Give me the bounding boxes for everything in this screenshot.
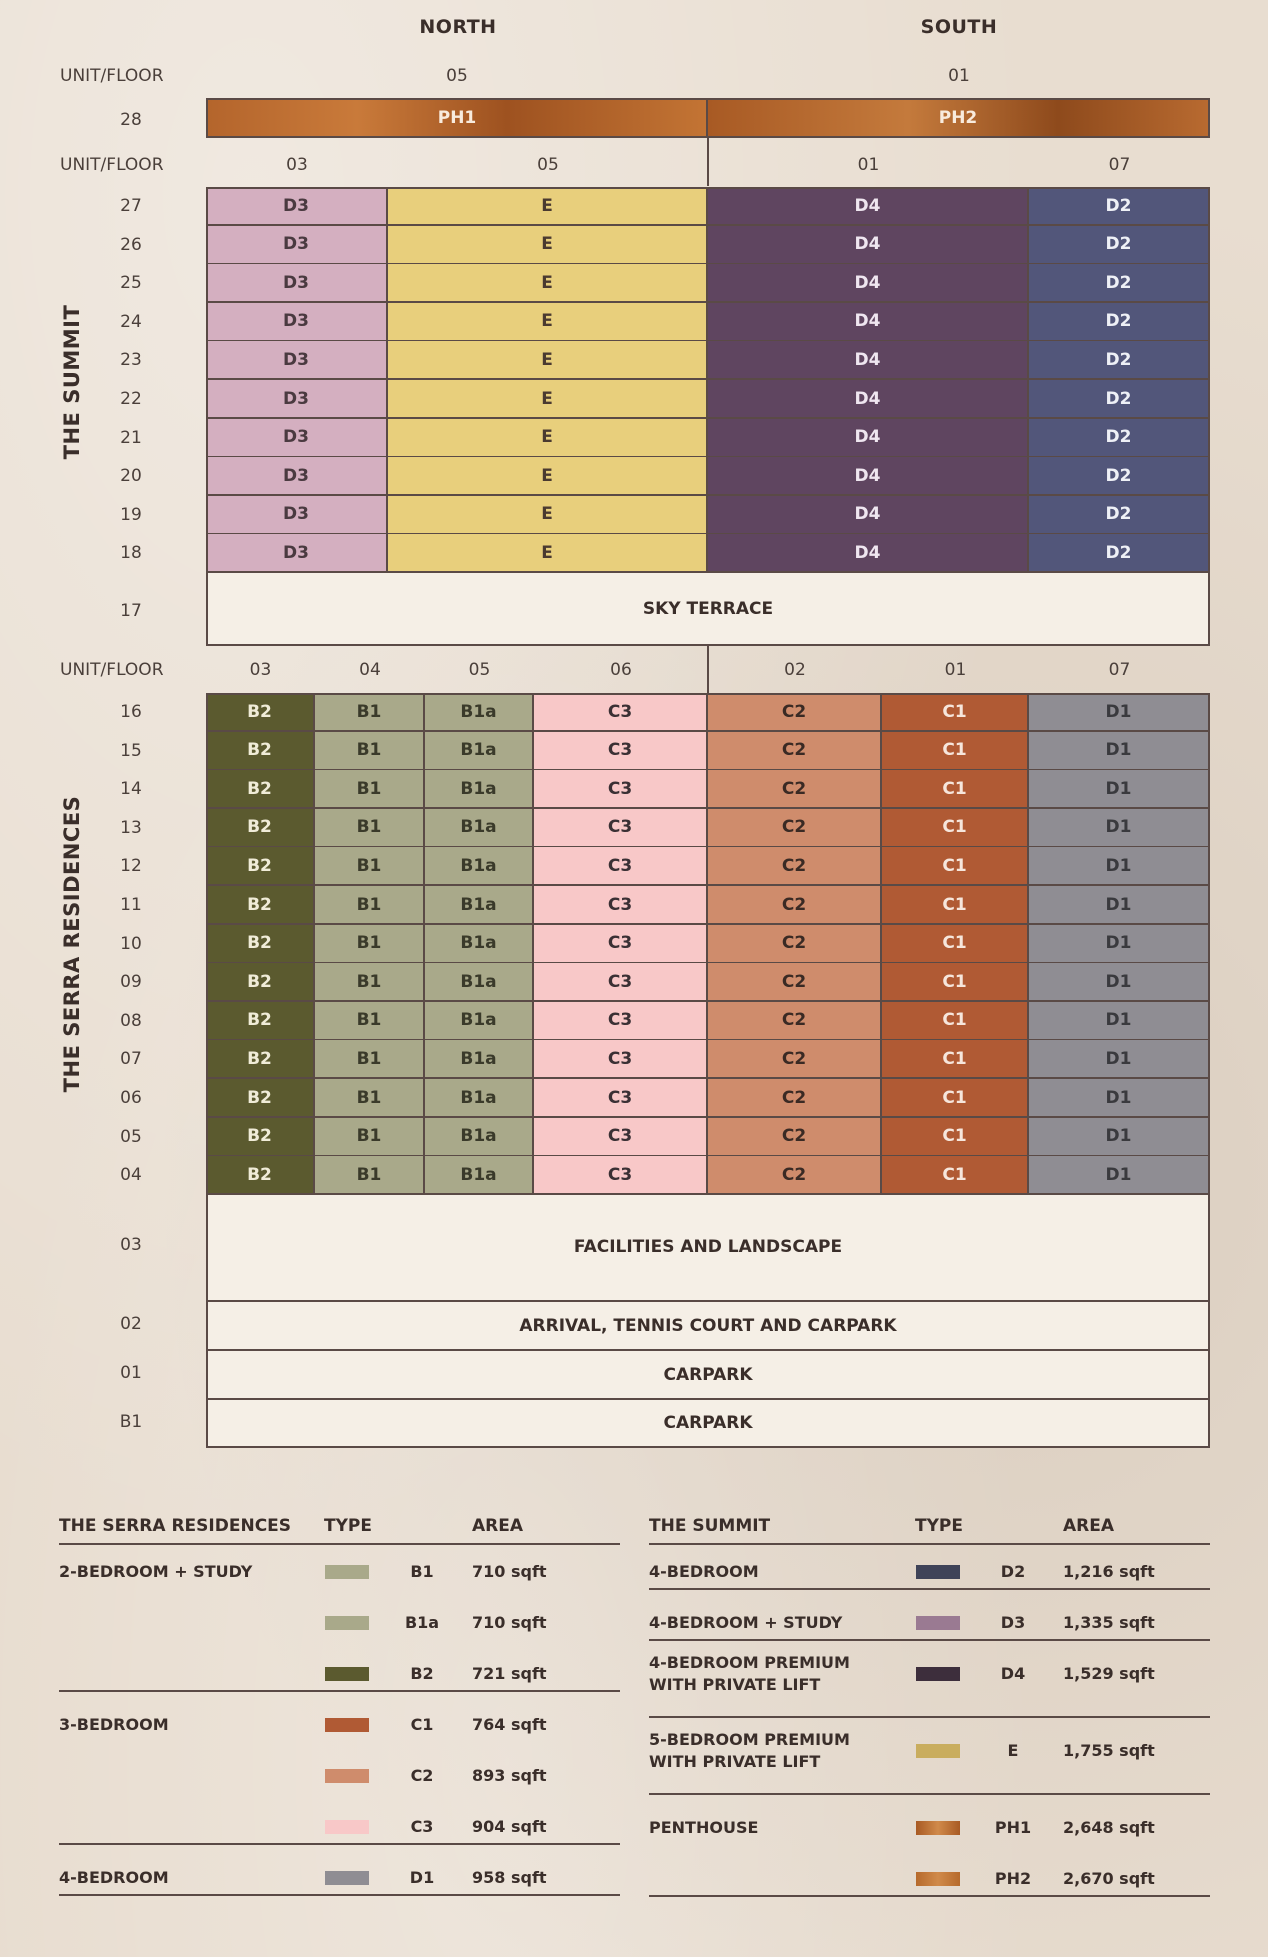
legend-swatch-ph2 bbox=[916, 1872, 960, 1886]
legend-swatch-d1 bbox=[325, 1871, 369, 1885]
legend-area-ph1: 2,648 sqft bbox=[1063, 1818, 1155, 1837]
serra-section-label: THE SERRA RESIDENCES bbox=[60, 795, 84, 1093]
summit-unit-cell: D3 bbox=[206, 187, 388, 226]
floor-label-25: 25 bbox=[120, 273, 142, 294]
serra-unit-cell: D1 bbox=[1029, 809, 1210, 848]
legend-area-d2: 1,216 sqft bbox=[1063, 1562, 1155, 1581]
legend-swatch-d2 bbox=[916, 1565, 960, 1579]
serra-unit-02: 02 bbox=[784, 660, 806, 680]
floor-label-23: 23 bbox=[120, 350, 142, 371]
serra-unit-cell: B1a bbox=[425, 1002, 534, 1041]
legend_right-legend-category: PENTHOUSE bbox=[649, 1818, 759, 1837]
serra-unit-cell: B1 bbox=[315, 925, 425, 964]
summit-unit-05: 05 bbox=[537, 155, 559, 175]
serra-unit-03: 03 bbox=[249, 660, 272, 680]
summit-unit-cell: D3 bbox=[206, 457, 388, 496]
serra-unit-cell: D1 bbox=[1029, 693, 1210, 732]
serra-unit-cell: B1a bbox=[425, 886, 534, 925]
serra-unit-cell: C1 bbox=[882, 1040, 1029, 1079]
serra-unit-cell: D1 bbox=[1029, 963, 1210, 1002]
legend-swatch-c1 bbox=[325, 1718, 369, 1732]
serra-unit-cell: C3 bbox=[534, 1118, 708, 1157]
serra-unit-cell: B1a bbox=[425, 770, 534, 809]
summit-unit-cell: E bbox=[388, 419, 708, 458]
serra-unit-cell: C2 bbox=[708, 1002, 882, 1041]
serra-unit-cell: C1 bbox=[882, 1079, 1029, 1118]
serra-unit-cell: D1 bbox=[1029, 1156, 1210, 1195]
legend-area-e: 1,755 sqft bbox=[1063, 1741, 1155, 1760]
floor-label-17: 17 bbox=[120, 601, 142, 621]
summit-unit-cell: D4 bbox=[708, 496, 1029, 535]
summit-unit-cell: D4 bbox=[708, 341, 1029, 380]
serra-unit-cell: C2 bbox=[708, 1040, 882, 1079]
legend_right-legend-type-header: TYPE bbox=[915, 1516, 963, 1536]
floor-label-09: 09 bbox=[120, 972, 142, 993]
serra-unit-cell: C2 bbox=[708, 847, 882, 886]
floor-label-22: 22 bbox=[120, 389, 142, 409]
legend-swatch-b1a bbox=[325, 1616, 369, 1630]
floor-label-12: 12 bbox=[120, 856, 142, 877]
serra-unit-cell: B2 bbox=[206, 925, 315, 964]
serra-unit-cell: D1 bbox=[1029, 1118, 1210, 1157]
floor-label-04: 04 bbox=[120, 1165, 142, 1186]
floor-label-15: 15 bbox=[120, 740, 142, 761]
serra-unit-cell: B2 bbox=[206, 1156, 315, 1195]
legend-code-b2: B2 bbox=[410, 1664, 434, 1683]
lower-floor-band: CARPARK bbox=[206, 1349, 1210, 1400]
legend_right-legend-category: 4-BEDROOM bbox=[649, 1562, 759, 1581]
penthouse-unit-05: 05 bbox=[446, 66, 468, 86]
summit-unit-cell: D4 bbox=[708, 419, 1029, 458]
serra-unit-cell: C3 bbox=[534, 693, 708, 732]
serra-unit-cell: C2 bbox=[708, 809, 882, 848]
floor-label-10: 10 bbox=[120, 933, 142, 954]
legend_right-legend-title: THE SUMMIT bbox=[649, 1516, 771, 1536]
serra-unit-cell: C3 bbox=[534, 925, 708, 964]
floor-label-05: 05 bbox=[120, 1126, 142, 1147]
serra-unit-cell: B1 bbox=[315, 1156, 425, 1195]
legend-swatch-c3 bbox=[325, 1820, 369, 1834]
summit-unit-cell: D2 bbox=[1029, 419, 1210, 458]
legend-code-e: E bbox=[1007, 1741, 1019, 1760]
legend-area-d1: 958 sqft bbox=[472, 1868, 547, 1887]
serra-unit-cell: B2 bbox=[206, 847, 315, 886]
serra-unit-cell: B1 bbox=[315, 770, 425, 809]
serra-unit-cell: B2 bbox=[206, 1079, 315, 1118]
serra-unit-cell: B1a bbox=[425, 809, 534, 848]
legend-divider bbox=[649, 1543, 1210, 1545]
serra-unit-cell: C3 bbox=[534, 963, 708, 1002]
legend-code-b1a: B1a bbox=[404, 1613, 440, 1632]
legend-code-d1: D1 bbox=[409, 1868, 435, 1887]
penthouse-cell-ph1: PH1 bbox=[206, 98, 708, 138]
summit-unit-cell: E bbox=[388, 496, 708, 535]
serra-unit-cell: C1 bbox=[882, 847, 1029, 886]
summit-unit-cell: D3 bbox=[206, 419, 388, 458]
serra-frame bbox=[206, 693, 1210, 1195]
lower-floor-band: FACILITIES AND LANDSCAPE bbox=[206, 1193, 1210, 1302]
legend_left-legend-category: 3-BEDROOM bbox=[59, 1715, 169, 1734]
serra-unit-cell: D1 bbox=[1029, 732, 1210, 771]
summit-unit-cell: D4 bbox=[708, 187, 1029, 226]
serra-unit-cell: B1a bbox=[425, 693, 534, 732]
lower-floor-band: ARRIVAL, TENNIS COURT AND CARPARK bbox=[206, 1300, 1210, 1351]
legend-divider bbox=[59, 1843, 620, 1845]
floor-label-01: 01 bbox=[120, 1362, 142, 1383]
legend-swatch-b1 bbox=[325, 1565, 369, 1579]
summit-unit-cell: E bbox=[388, 341, 708, 380]
floor-label-b1: B1 bbox=[119, 1412, 143, 1432]
summit-unit-cell: D2 bbox=[1029, 496, 1210, 535]
serra-unit-cell: C3 bbox=[534, 809, 708, 848]
summit-unit-cell: D3 bbox=[206, 496, 388, 535]
summit-unit-cell: D2 bbox=[1029, 264, 1210, 303]
summit-frame bbox=[206, 187, 1210, 573]
legend-code-d4: D4 bbox=[1000, 1664, 1026, 1683]
serra-unit-cell: D1 bbox=[1029, 886, 1210, 925]
serra-unit-cell: B2 bbox=[206, 1040, 315, 1079]
serra-unit-cell: C1 bbox=[882, 963, 1029, 1002]
north-header: NORTH bbox=[419, 16, 497, 38]
serra-unit-cell: C1 bbox=[882, 1156, 1029, 1195]
serra-unit-cell: D1 bbox=[1029, 1002, 1210, 1041]
serra-unit-cell: B1a bbox=[425, 1040, 534, 1079]
legend-divider bbox=[649, 1716, 1210, 1718]
summit-unit-cell: D4 bbox=[708, 226, 1029, 265]
serra-unit-cell: B1 bbox=[315, 1079, 425, 1118]
penthouse-unit-01: 01 bbox=[948, 66, 970, 86]
divider bbox=[707, 646, 709, 694]
summit-unit-cell: D4 bbox=[708, 534, 1029, 573]
floor-label-02: 02 bbox=[120, 1313, 142, 1334]
serra-unit-cell: B2 bbox=[206, 963, 315, 1002]
serra-unit-cell: B1 bbox=[315, 732, 425, 771]
summit-unit-07: 07 bbox=[1108, 155, 1131, 175]
legend_left-legend-category: 4-BEDROOM bbox=[59, 1868, 169, 1887]
serra-unit-cell: C1 bbox=[882, 732, 1029, 771]
summit-unit-cell: E bbox=[388, 380, 708, 419]
serra-unit-cell: C1 bbox=[882, 1002, 1029, 1041]
floor-label-14: 14 bbox=[120, 779, 142, 800]
legend-divider bbox=[59, 1894, 620, 1896]
summit-unit-cell: D2 bbox=[1029, 226, 1210, 265]
summit-unit-cell: D2 bbox=[1029, 303, 1210, 342]
summit-unit-cell: D3 bbox=[206, 534, 388, 573]
summit-unit-cell: D4 bbox=[708, 457, 1029, 496]
legend-code-d3: D3 bbox=[1000, 1613, 1026, 1632]
floor-label-24: 24 bbox=[120, 311, 142, 332]
summit-unit-cell: E bbox=[388, 226, 708, 265]
serra-unit-cell: B1a bbox=[425, 847, 534, 886]
serra-unit-cell: B1a bbox=[425, 1079, 534, 1118]
summit-unit-cell: E bbox=[388, 303, 708, 342]
serra-unit-04: 04 bbox=[359, 660, 381, 680]
serra-unit-cell: B2 bbox=[206, 809, 315, 848]
serra-unit-cell: B1a bbox=[425, 1156, 534, 1195]
serra-unit-cell: C1 bbox=[882, 925, 1029, 964]
serra-unit-07: 07 bbox=[1108, 660, 1131, 680]
serra-unit-cell: B1a bbox=[425, 1118, 534, 1157]
serra-unit-cell: B2 bbox=[206, 732, 315, 771]
serra-unit-cell: C3 bbox=[534, 770, 708, 809]
serra-unit-cell: C1 bbox=[882, 1118, 1029, 1157]
legend-area-d4: 1,529 sqft bbox=[1063, 1664, 1155, 1683]
unit-floor-label: UNIT/FLOOR bbox=[60, 660, 164, 680]
divider bbox=[707, 138, 709, 186]
legend-swatch-b2 bbox=[325, 1667, 369, 1681]
serra-unit-cell: C2 bbox=[708, 963, 882, 1002]
legend-divider bbox=[59, 1690, 620, 1692]
legend-swatch-d3 bbox=[916, 1616, 960, 1630]
summit-unit-cell: E bbox=[388, 264, 708, 303]
serra-unit-cell: C3 bbox=[534, 1002, 708, 1041]
legend-code-c1: C1 bbox=[410, 1715, 434, 1734]
unit-floor-label: UNIT/FLOOR bbox=[60, 155, 164, 175]
serra-unit-cell: C2 bbox=[708, 1118, 882, 1157]
legend-divider bbox=[59, 1543, 620, 1545]
legend-divider bbox=[649, 1588, 1210, 1590]
legend-divider bbox=[649, 1793, 1210, 1795]
serra-unit-cell: B1a bbox=[425, 732, 534, 771]
south-header: SOUTH bbox=[920, 16, 998, 38]
floor-label-11: 11 bbox=[120, 895, 142, 915]
summit-unit-cell: D2 bbox=[1029, 380, 1210, 419]
serra-unit-cell: C1 bbox=[882, 693, 1029, 732]
legend-area-b1a: 710 sqft bbox=[472, 1613, 547, 1632]
serra-unit-cell: D1 bbox=[1029, 770, 1210, 809]
serra-unit-cell: C2 bbox=[708, 886, 882, 925]
serra-unit-cell: B2 bbox=[206, 1118, 315, 1157]
serra-unit-cell: C2 bbox=[708, 1156, 882, 1195]
legend-code-d2: D2 bbox=[1000, 1562, 1026, 1581]
summit-unit-cell: D2 bbox=[1029, 457, 1210, 496]
summit-section-label: THE SUMMIT bbox=[60, 304, 84, 460]
floor-label-18: 18 bbox=[120, 543, 142, 564]
serra-unit-cell: B2 bbox=[206, 693, 315, 732]
legend_left-legend-title: THE SERRA RESIDENCES bbox=[59, 1516, 292, 1536]
summit-unit-cell: D3 bbox=[206, 226, 388, 265]
serra-unit-cell: C2 bbox=[708, 770, 882, 809]
legend-area-c3: 904 sqft bbox=[472, 1817, 547, 1836]
serra-unit-cell: B1 bbox=[315, 1118, 425, 1157]
floor-label-07: 07 bbox=[120, 1049, 142, 1070]
summit-unit-cell: D4 bbox=[708, 380, 1029, 419]
serra-unit-cell: C3 bbox=[534, 1156, 708, 1195]
serra-unit-cell: B2 bbox=[206, 1002, 315, 1041]
legend_right-legend-category: 5-BEDROOM PREMIUM WITH PRIVATE LIFT bbox=[649, 1730, 850, 1771]
legend_right-legend-category: 4-BEDROOM PREMIUM WITH PRIVATE LIFT bbox=[649, 1653, 850, 1694]
floor-label-16: 16 bbox=[120, 702, 142, 722]
floor-label-20: 20 bbox=[120, 466, 142, 487]
legend_left-legend-category: 2-BEDROOM + STUDY bbox=[59, 1562, 253, 1581]
serra-unit-cell: C3 bbox=[534, 847, 708, 886]
legend-swatch-ph1 bbox=[916, 1821, 960, 1835]
legend-code-ph1: PH1 bbox=[994, 1818, 1032, 1837]
summit-unit-cell: D3 bbox=[206, 264, 388, 303]
floor-label-03: 03 bbox=[120, 1235, 142, 1256]
serra-unit-cell: B1 bbox=[315, 693, 425, 732]
legend_right-legend-area-header: AREA bbox=[1063, 1516, 1115, 1536]
serra-unit-05: 05 bbox=[468, 660, 491, 680]
serra-unit-cell: B2 bbox=[206, 886, 315, 925]
legend_right-legend-category: 4-BEDROOM + STUDY bbox=[649, 1613, 843, 1632]
unit-floor-label: UNIT/FLOOR bbox=[60, 66, 164, 86]
legend-code-ph2: PH2 bbox=[994, 1869, 1032, 1888]
floor-label-26: 26 bbox=[120, 234, 142, 255]
summit-unit-cell: D4 bbox=[708, 264, 1029, 303]
sky-terrace-band: SKY TERRACE bbox=[206, 571, 1210, 646]
serra-unit-cell: B1 bbox=[315, 963, 425, 1002]
legend-code-b1: B1 bbox=[410, 1562, 434, 1581]
serra-unit-cell: D1 bbox=[1029, 925, 1210, 964]
legend-divider bbox=[649, 1639, 1210, 1641]
legend_left-legend-type-header: TYPE bbox=[324, 1516, 372, 1536]
legend-code-c2: C2 bbox=[410, 1766, 434, 1785]
legend-swatch-c2 bbox=[325, 1769, 369, 1783]
legend-area-d3: 1,335 sqft bbox=[1063, 1613, 1155, 1632]
summit-unit-03: 03 bbox=[286, 155, 308, 175]
serra-unit-cell: B1 bbox=[315, 1002, 425, 1041]
serra-unit-cell: C2 bbox=[708, 732, 882, 771]
legend-swatch-e bbox=[916, 1744, 960, 1758]
summit-unit-cell: D2 bbox=[1029, 534, 1210, 573]
summit-unit-cell: D3 bbox=[206, 380, 388, 419]
serra-unit-cell: B1a bbox=[425, 925, 534, 964]
serra-unit-cell: B1 bbox=[315, 847, 425, 886]
serra-unit-cell: D1 bbox=[1029, 1040, 1210, 1079]
legend_left-legend-area-header: AREA bbox=[472, 1516, 524, 1536]
serra-unit-cell: B2 bbox=[206, 770, 315, 809]
legend-area-b1: 710 sqft bbox=[472, 1562, 547, 1581]
summit-unit-cell: D2 bbox=[1029, 187, 1210, 226]
legend-area-ph2: 2,670 sqft bbox=[1063, 1869, 1155, 1888]
summit-unit-cell: E bbox=[388, 534, 708, 573]
serra-unit-cell: D1 bbox=[1029, 847, 1210, 886]
legend-area-b2: 721 sqft bbox=[472, 1664, 547, 1683]
summit-unit-cell: E bbox=[388, 457, 708, 496]
legend-area-c1: 764 sqft bbox=[472, 1715, 547, 1734]
legend-swatch-d4 bbox=[916, 1667, 960, 1681]
floor-label-21: 21 bbox=[120, 427, 142, 448]
serra-unit-cell: C2 bbox=[708, 925, 882, 964]
legend-area-c2: 893 sqft bbox=[472, 1766, 547, 1785]
summit-unit-cell: D4 bbox=[708, 303, 1029, 342]
floor-label-13: 13 bbox=[120, 817, 142, 838]
serra-unit-cell: C1 bbox=[882, 809, 1029, 848]
floor-label-19: 19 bbox=[120, 504, 142, 525]
serra-unit-cell: C3 bbox=[534, 732, 708, 771]
summit-unit-cell: D2 bbox=[1029, 341, 1210, 380]
legend-code-c3: C3 bbox=[410, 1817, 434, 1836]
floor-label-08: 08 bbox=[120, 1010, 142, 1031]
summit-unit-cell: D3 bbox=[206, 303, 388, 342]
serra-unit-cell: D1 bbox=[1029, 1079, 1210, 1118]
serra-unit-06: 06 bbox=[610, 660, 632, 680]
legend-divider bbox=[649, 1895, 1210, 1897]
serra-unit-cell: C3 bbox=[534, 886, 708, 925]
penthouse-cell-ph2: PH2 bbox=[708, 98, 1210, 138]
floor-label-06: 06 bbox=[120, 1088, 142, 1108]
serra-unit-cell: B1 bbox=[315, 809, 425, 848]
serra-unit-cell: C2 bbox=[708, 693, 882, 732]
summit-unit-cell: D3 bbox=[206, 341, 388, 380]
summit-unit-cell: E bbox=[388, 187, 708, 226]
serra-unit-cell: B1 bbox=[315, 1040, 425, 1079]
serra-unit-cell: C1 bbox=[882, 886, 1029, 925]
floor-label-27: 27 bbox=[120, 196, 142, 216]
serra-unit-01: 01 bbox=[944, 660, 967, 680]
summit-unit-01: 01 bbox=[857, 155, 880, 175]
serra-unit-cell: C3 bbox=[534, 1040, 708, 1079]
floor-label-28: 28 bbox=[120, 110, 142, 130]
serra-unit-cell: B1a bbox=[425, 963, 534, 1002]
lower-floor-band: CARPARK bbox=[206, 1398, 1210, 1448]
serra-unit-cell: B1 bbox=[315, 886, 425, 925]
serra-unit-cell: C2 bbox=[708, 1079, 882, 1118]
serra-unit-cell: C3 bbox=[534, 1079, 708, 1118]
serra-unit-cell: C1 bbox=[882, 770, 1029, 809]
